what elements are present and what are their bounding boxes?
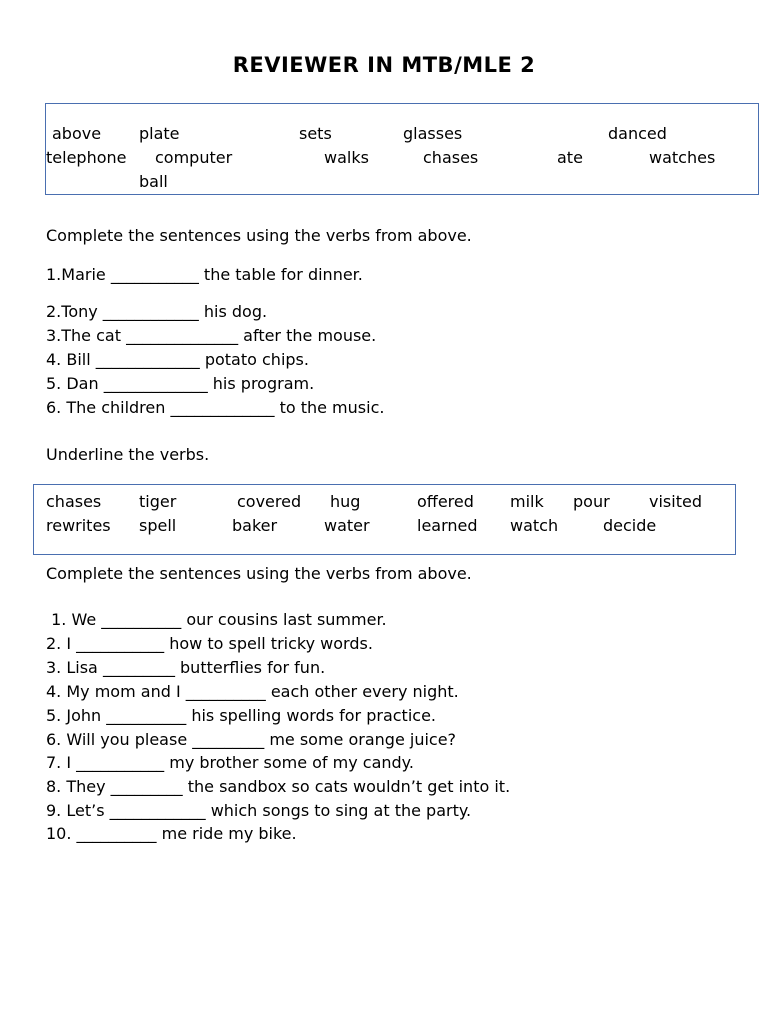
word-bank-item: chases: [423, 148, 479, 167]
word-bank-item: learned: [417, 516, 478, 535]
word-bank-item: decide: [603, 516, 657, 535]
word-bank-item: glasses: [403, 124, 463, 143]
sentence-item: 5. John __________ his spelling words for practice.: [46, 706, 436, 725]
word-bank-item: ball: [139, 172, 168, 191]
sentence-item: 7. I ___________ my brother some of my candy.: [46, 753, 414, 772]
sentence-item: 4. My mom and I __________ each other every night.: [46, 682, 459, 701]
sentence-item: 1. We __________ our cousins last summer.: [46, 610, 387, 629]
sentence-item: 1.Marie ___________ the table for dinner.: [46, 265, 363, 284]
sentence-item: 3.The cat ______________ after the mouse.: [46, 326, 377, 345]
word-bank-item: chases: [46, 492, 102, 511]
sentence-item: 9. Let’s ____________ which songs to sing at the party.: [46, 801, 472, 820]
sentence-item: 5. Dan _____________ his program.: [46, 374, 315, 393]
sentence-item: 2.Tony ____________ his dog.: [46, 302, 268, 321]
word-bank-item: pour: [573, 492, 610, 511]
word-bank-item: above: [52, 124, 102, 143]
word-bank-item: water: [324, 516, 370, 535]
word-bank-item: watches: [649, 148, 716, 167]
word-bank-item: sets: [299, 124, 332, 143]
instruction-text: Complete the sentences using the verbs from above.: [46, 564, 472, 583]
word-bank-item: tiger: [139, 492, 177, 511]
sentence-item: 4. Bill _____________ potato chips.: [46, 350, 309, 369]
page-title: REVIEWER IN MTB/MLE 2: [232, 53, 536, 77]
instruction-text: Complete the sentences using the verbs from above.: [46, 226, 472, 245]
sentence-item: 3. Lisa _________ butterflies for fun.: [46, 658, 326, 677]
word-bank-item: hug: [330, 492, 361, 511]
word-bank-item: visited: [649, 492, 702, 511]
instruction-text: Underline the verbs.: [46, 445, 210, 464]
word-bank-item: baker: [232, 516, 278, 535]
word-bank-item: telephone: [46, 148, 127, 167]
sentence-item: 6. Will you please _________ me some orange juice?: [46, 730, 457, 749]
word-bank-item: spell: [139, 516, 177, 535]
word-bank-item: computer: [155, 148, 233, 167]
word-bank-item: ate: [557, 148, 583, 167]
word-bank-item: covered: [237, 492, 302, 511]
sentence-item: 8. They _________ the sandbox so cats wouldn’t get into it.: [46, 777, 511, 796]
sentence-item: 6. The children _____________ to the music.: [46, 398, 385, 417]
sentence-item: 10. __________ me ride my bike.: [46, 824, 297, 843]
word-bank-item: milk: [510, 492, 544, 511]
sentence-item: 2. I ___________ how to spell tricky words.: [46, 634, 373, 653]
word-bank-item: rewrites: [46, 516, 111, 535]
word-bank-item: plate: [139, 124, 180, 143]
word-bank-item: offered: [417, 492, 474, 511]
word-bank-item: danced: [608, 124, 667, 143]
word-bank-item: walks: [324, 148, 369, 167]
word-bank-item: watch: [510, 516, 559, 535]
